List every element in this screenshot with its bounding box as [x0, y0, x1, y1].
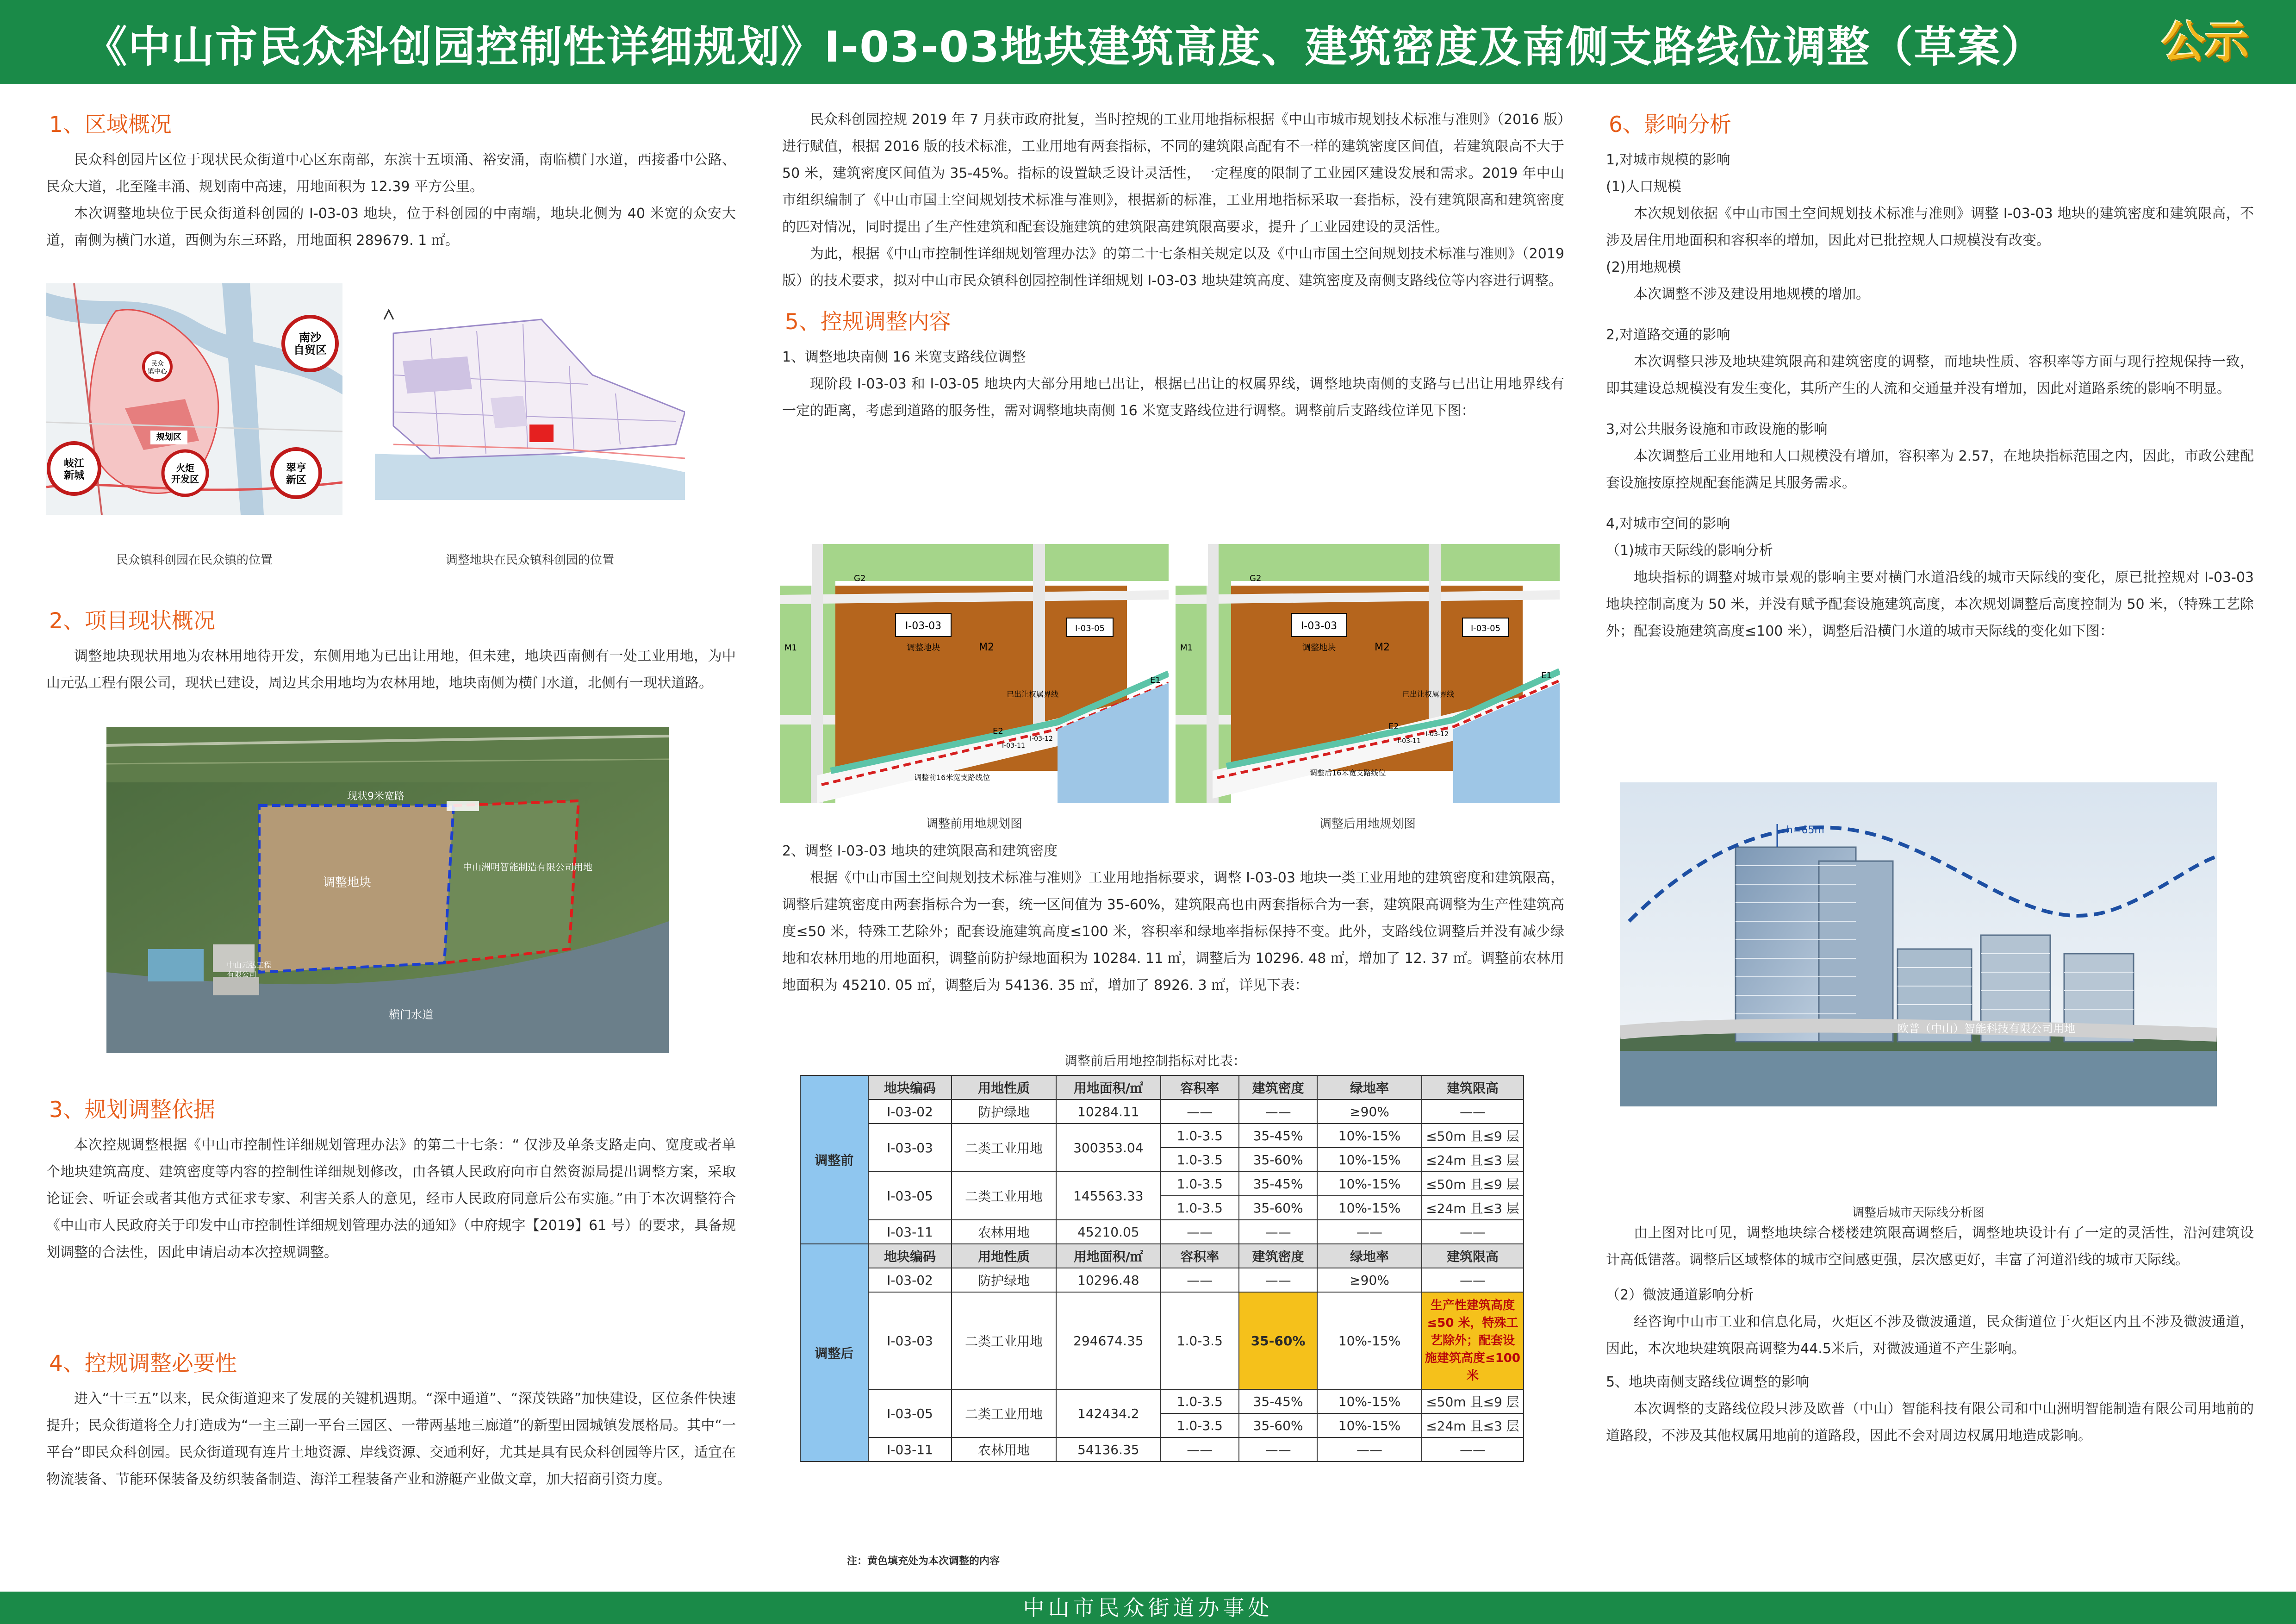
- table-header-far: 容积率: [1161, 1075, 1239, 1099]
- cell: 农林用地: [952, 1220, 1056, 1244]
- photo-label-company: 中山元弘工程: [227, 961, 272, 969]
- map1-label-torch: 火炬: [176, 462, 194, 474]
- cell: ≤50m 且≤9 层: [1422, 1172, 1524, 1196]
- map1-label-planning: 规划区: [156, 432, 181, 442]
- section-4-title: 4、控规调整必要性: [49, 1351, 237, 1376]
- impact-4b-para: 由上图对比可见，调整地块综合楼楼建筑限高调整后，调整地块设计有了一定的灵活性，沿河建筑设计高低错落。调整后区域整体的城市空间感更强，层次感更好，丰富了河道沿线的城市天际线。: [1606, 1225, 2254, 1268]
- section-5-title: 5、控规调整内容: [785, 309, 951, 335]
- table-title: 调整前后用地控制指标对比表：: [1064, 1053, 1246, 1068]
- section-5-item-2-block: [782, 838, 1564, 999]
- table-row: [800, 1268, 1524, 1292]
- aerial-photo: [106, 727, 669, 1053]
- cell: ——: [1161, 1099, 1239, 1124]
- column-middle: [782, 106, 1564, 425]
- after-label-road: 调整后16米宽支路线位: [1310, 768, 1386, 777]
- before-label-e1: E1: [1150, 675, 1161, 685]
- impact-5: 5、地块南侧支路线位调整的影响: [1606, 1374, 1810, 1390]
- cell: I-03-02: [868, 1099, 952, 1124]
- cell: ≤24m 且≤3 层: [1422, 1148, 1524, 1172]
- table-row: [800, 1099, 1524, 1124]
- map1-label-nansha-2: 自贸区: [293, 344, 327, 356]
- after-label-s11: I-03-11: [1398, 737, 1421, 745]
- before-label-g2: G2: [854, 574, 866, 583]
- table-header-green-2: 绿地率: [1317, 1244, 1422, 1268]
- section-2-para: 调整地块现状用地为农林用地待开发，东侧用地为已出让用地，但未建，地块西南侧有一处工业用地，为中山元弘工程有限公司，现状已建设，周边其余用地均为农林用地，地块南侧为横门水道，北侧有一现状道路。: [46, 648, 736, 691]
- cell: ——: [1422, 1268, 1524, 1292]
- map2-caption: 调整地块在民众镇科创园的位置: [445, 553, 614, 567]
- group-before: 调整前: [800, 1075, 868, 1244]
- impact-1a: (1)人口规模: [1606, 179, 1681, 195]
- cell: ——: [1239, 1437, 1317, 1462]
- map1-caption: 民众镇科创园在民众镇的位置: [116, 553, 273, 567]
- photo-label-company-2: 有限公司: [227, 970, 257, 979]
- table-header-height: 建筑限高: [1422, 1075, 1524, 1099]
- section-2: [46, 593, 736, 697]
- cell: 10284.11: [1056, 1099, 1161, 1124]
- cell: 10296.48: [1056, 1268, 1161, 1292]
- comparison-table: [800, 1075, 1524, 1462]
- after-label-e2: E2: [1388, 722, 1399, 731]
- cell: ——: [1422, 1437, 1524, 1462]
- section-1-title: 1、区域概况: [49, 112, 172, 137]
- render-sign: 欧普（中山）智能科技有限公司用地: [1898, 1022, 2075, 1035]
- cell: 二类工业用地: [952, 1172, 1056, 1220]
- map1-label-qijiang-2: 新城: [63, 470, 85, 481]
- after-label-site: I-03-03: [1300, 620, 1338, 632]
- cell: ≥90%: [1317, 1268, 1422, 1292]
- column-left: [46, 97, 736, 254]
- cell: 1.0-3.5: [1161, 1124, 1239, 1148]
- cell: I-03-11: [868, 1220, 952, 1244]
- section-5-para-1: 现阶段 I-03-03 和 I-03-05 地块内大部分用地已出让，根据已出让的权属界线，调整地块南侧的支路与已出让用地界线有一定的距离，考虑到道路的服务性，需对调整地块南侧 16 米宽支路线位进行调整。调整前后支路线位详见下图：: [782, 376, 1564, 419]
- location-map-2: [375, 306, 685, 500]
- section-1-para-1: 民众科创园片区位于现状民众街道中心区东南部，东滨十五顷涌、裕安涌，南临横门水道，西接番中公路、民众大道，北至隆丰涌、规划南中高速，用地面积为 12.39 平方公里。: [46, 152, 736, 195]
- section-3-para: 本次控规调整根据《中山市控制性详细规划管理办法》的第二十七条：“ 仅涉及单条支路走向、宽度或者单个地块建筑高度、建筑密度等内容的控制性详细规划修改，由各镇人民政府向市自然资源局提出调整方案，采取论证会、听证会或者其他方式征求专家、利害关系人的意见，经市人民政府同意后公布实施。”由于本次调整符合《中山市人民政府关于印发中山市控制性详细规划管理办法的通知》（中府规字【2019】61 号）的要求，具备规划调整的合法性，因此申请启动本次控规调整。: [46, 1137, 736, 1261]
- photo-label-river: 横门水道: [389, 1008, 433, 1021]
- table-header-height-2: 建筑限高: [1422, 1244, 1524, 1268]
- cell: 35-45%: [1239, 1389, 1317, 1413]
- section-3: [46, 1082, 736, 1266]
- table-row: [800, 1220, 1524, 1244]
- after-label-east: I-03-05: [1470, 624, 1501, 633]
- cell: 35-45%: [1239, 1172, 1317, 1196]
- cell: 294674.35: [1056, 1292, 1161, 1389]
- group-after: 调整后: [800, 1244, 868, 1462]
- section-4: [46, 1336, 736, 1493]
- table-header-code-2: 地块编码: [868, 1244, 952, 1268]
- render-height-label: h=65m: [1786, 824, 1824, 836]
- photo-label-road: 现状9米宽路: [347, 791, 404, 802]
- cell: 1.0-3.5: [1161, 1292, 1239, 1389]
- cell: 35-60%: [1239, 1148, 1317, 1172]
- cell: 1.0-3.5: [1161, 1413, 1239, 1437]
- cell: 1.0-3.5: [1161, 1148, 1239, 1172]
- map1-label-qijiang: 岐江: [63, 458, 85, 469]
- cell: I-03-05: [868, 1172, 952, 1220]
- table-header-area-2: 用地面积/㎡: [1056, 1244, 1161, 1268]
- cell: I-03-03: [868, 1292, 952, 1389]
- after-label-m2: M2: [1375, 642, 1390, 653]
- footer-org: 中山市民众街道办事处: [0, 1592, 2296, 1624]
- cell: 54136.35: [1056, 1437, 1161, 1462]
- table-header-type-2: 用地性质: [952, 1244, 1056, 1268]
- before-label-site-type: 调整地块: [907, 643, 940, 653]
- before-label-m2: M2: [979, 642, 994, 653]
- cell-highlight: 生产性建筑高度≤50 米，特殊工艺除外；配套设施建筑高度≤100 米: [1422, 1292, 1524, 1389]
- map1-label-nansha: 南沙: [299, 331, 321, 344]
- table-note: 注：黄色填充处为本次调整的内容: [847, 1555, 1000, 1567]
- cell: 45210.05: [1056, 1220, 1161, 1244]
- cell: ——: [1317, 1437, 1422, 1462]
- table-header-type: 用地性质: [952, 1075, 1056, 1099]
- cell: 145563.33: [1056, 1172, 1161, 1220]
- table-header-density: 建筑密度: [1239, 1075, 1317, 1099]
- map1-label-minzhong-2: 镇中心: [148, 368, 167, 375]
- cell: I-03-05: [868, 1389, 952, 1437]
- cell: ——: [1239, 1099, 1317, 1124]
- impact-5-para: 本次调整的支路线位段只涉及欧普（中山）智能科技有限公司和中山洲明智能制造有限公司用地前的道路段，不涉及其他权属用地前的道路段，因此不会对周边权属用地造成影响。: [1606, 1401, 2254, 1444]
- cell-highlight: 35-60%: [1239, 1292, 1317, 1389]
- photo-label-east: 中山洲明智能制造有限公司用地: [463, 862, 592, 873]
- cell: 10%-15%: [1317, 1389, 1422, 1413]
- after-label-s12: I-03-12: [1425, 731, 1449, 738]
- cell: 35-60%: [1239, 1413, 1317, 1437]
- table-row: [800, 1437, 1524, 1462]
- cell: 10%-15%: [1317, 1413, 1422, 1437]
- cell: 35-45%: [1239, 1124, 1317, 1148]
- before-label-m1: M1: [784, 643, 797, 653]
- table-row: [800, 1124, 1524, 1148]
- cell: 1.0-3.5: [1161, 1172, 1239, 1196]
- table-row: [800, 1172, 1524, 1196]
- impact-3-para: 本次调整后工业用地和人口规模没有增加，容积率为 2.57，在地块指标范围之内，因此，市政公建配套设施按原控规配套能满足其服务需求。: [1606, 448, 2254, 491]
- cell: ——: [1239, 1220, 1317, 1244]
- cell: I-03-11: [868, 1437, 952, 1462]
- after-label-e1: E1: [1541, 671, 1552, 681]
- after-label-m1: M1: [1180, 643, 1193, 653]
- before-label-sold: 已出让权属界线: [1007, 690, 1059, 699]
- location-map-1: [46, 283, 342, 515]
- before-label-site: I-03-03: [905, 620, 942, 632]
- map1-label-cuiheng: 翠亨: [286, 462, 307, 474]
- land-use-map-before-caption: 调整前用地规划图: [926, 817, 1022, 831]
- map1-label-torch-2: 开发区: [171, 474, 199, 485]
- cell: 10%-15%: [1317, 1196, 1422, 1220]
- cell: 1.0-3.5: [1161, 1196, 1239, 1220]
- impact-3: 3,对公共服务设施和市政设施的影响: [1606, 421, 1828, 437]
- cell: 1.0-3.5: [1161, 1389, 1239, 1413]
- impact-1b: (2)用地规模: [1606, 259, 1681, 275]
- cell: ——: [1161, 1220, 1239, 1244]
- cell: 二类工业用地: [952, 1292, 1056, 1389]
- after-label-site-type: 调整地块: [1302, 643, 1336, 653]
- impact-1b-para: 本次调整不涉及建设用地规模的增加。: [1634, 286, 1870, 302]
- impact-4: 4,对城市空间的影响: [1606, 516, 1730, 532]
- before-label-s11: I-03-11: [1002, 742, 1025, 750]
- land-use-map-after-caption: 调整后用地规划图: [1319, 817, 1416, 831]
- section-3-title: 3、规划调整依据: [49, 1097, 215, 1123]
- cell: ≤24m 且≤3 层: [1422, 1413, 1524, 1437]
- photo-label-site: 调整地块: [323, 876, 372, 890]
- cell: ——: [1161, 1268, 1239, 1292]
- map1-label-minzhong: 民众: [151, 360, 164, 368]
- table-header-density-2: 建筑密度: [1239, 1244, 1317, 1268]
- land-use-map-before: [780, 544, 1169, 803]
- section-5-para-2: 根据《中山市国土空间规划技术标准与准则》工业用地指标要求，调整 I-03-03 地块一类工业用地的建筑密度和建筑限高，调整后建筑密度由两套指标合为一套，统一区间值为 35-60%，建筑限高也由两套指标合为一套，建筑限高调整为生产性建筑高度≤50 米，特殊工艺除外；配套设施建筑高度≤100 米，容积率和绿地率指标保持不变。此外，支路线位调整后并没有减少绿地和农林用地的用地面积，调整前防护绿地面积为 10284. 11 ㎡，调整后为 10296. 48 ㎡，增加了 12. 37 ㎡。调整前农林用地面积为 45210. 05 ㎡，调整后为 54136. 35 ㎡，增加了 8926. 3 ㎡，详见下表：: [782, 870, 1564, 993]
- cell: 142434.2: [1056, 1389, 1161, 1437]
- after-label-g2: G2: [1250, 574, 1262, 583]
- column-right: [1606, 97, 2254, 645]
- map1-label-cuiheng-2: 新区: [286, 475, 307, 486]
- table-header-green: 绿地率: [1317, 1075, 1422, 1099]
- cell: 10%-15%: [1317, 1148, 1422, 1172]
- section-4-para: 进入“十三五”以来，民众街道迎来了发展的关键机遇期。“深中通道”、“深茂铁路”加快建设，区位条件快速提升；民众街道将全力打造成为“一主三副一平台三园区、一带两基地三廊道”的新型田园城镇发展格局。其中“一平台”即民众科创园。民众街道现有连片土地资源、岸线资源、交通利好，尤其是具有民众科创园等片区，适宜在物流装备、节能环保装备及纺织装备制造、海洋工程装备产业和游艇产业做文章，加大招商引资力度。: [46, 1391, 736, 1487]
- cell: 二类工业用地: [952, 1389, 1056, 1437]
- page-title: 《中山市民众科创园控制性详细规划》I-03-03地块建筑高度、建筑密度及南侧支路线位调整（草案）: [84, 22, 2045, 72]
- section-6-title: 6、影响分析: [1609, 112, 1731, 137]
- cell: 10%-15%: [1317, 1292, 1422, 1389]
- section-5-item-1: 1、调整地块南侧 16 米宽支路线位调整: [782, 349, 1026, 365]
- cell: 防护绿地: [952, 1268, 1056, 1292]
- skyline-caption: 调整后城市天际线分析图: [1852, 1206, 1985, 1220]
- table-header-area: 用地面积/㎡: [1056, 1075, 1161, 1099]
- cell: ≤50m 且≤9 层: [1422, 1124, 1524, 1148]
- col2-para-1: 民众科创园控规 2019 年 7 月获市政府批复，当时控规的工业用地指标根据《中山市城市规划技术标准与准则》（2016 版）进行赋值，根据 2016 版的技术标准，工业用地有两套指标，不同的建筑限高配有不一样的建筑密度区间值，若建筑限高不大于 50 米，建筑密度区间值为 35-45%。指标的设置缺乏设计灵活性，一定程度的限制了工业园区建设发展和需求。2019 年中山市组织编制了《中山市国土空间规划技术标准与准则》，根据新的标准，工业用地指标采取一套指标，没有建筑限高和建筑密度的匹对情况，同时提出了生产性建筑和配套设施建筑的建筑限高建筑限高要求，提升了工业园建设的灵活性。: [782, 112, 1564, 235]
- impact-4a: （1)城市天际线的影响分析: [1606, 543, 1773, 559]
- impact-4c-para: 经咨询中山市工业和信息化局，火炬区不涉及微波通道，民众街道位于火炬区内且不涉及微波通道，因此，本次地块建筑限高调整为44.5米后，对微波通道不产生影响。: [1606, 1314, 2254, 1357]
- cell: ——: [1161, 1437, 1239, 1462]
- cell: ——: [1422, 1099, 1524, 1124]
- cell: 二类工业用地: [952, 1124, 1056, 1172]
- before-label-s12: I-03-12: [1030, 735, 1053, 743]
- before-label-e2: E2: [993, 726, 1003, 736]
- after-label-sold: 已出让权属界线: [1402, 690, 1455, 699]
- table-row: [800, 1292, 1524, 1389]
- table-header-code: 地块编码: [868, 1075, 952, 1099]
- impact-4b: （2）微波通道影响分析: [1606, 1287, 1754, 1303]
- header-bar: [0, 0, 2296, 84]
- skyline-render: [1620, 782, 2217, 1106]
- impact-1a-para: 本次规划依据《中山市国土空间规划技术标准与准则》调整 I-03-03 地块的建筑密度和建筑限高，不涉及居住用地面积和容积率的增加，因此对已批控规人口规模没有改变。: [1606, 206, 2254, 249]
- col2-para-2: 为此，根据《中山市控制性详细规划管理办法》的第二十七条相关规定以及《中山市国土空间规划技术标准与准则》（2019 版）的技术要求，拟对中山市民众镇科创园控制性详细规划 I-03-03 地块建筑高度、建筑密度及南侧支路线位等内容进行调整。: [782, 246, 1564, 289]
- cell: ——: [1422, 1220, 1524, 1244]
- table-row: [800, 1389, 1524, 1413]
- public-notice-stamp: 公示: [2161, 17, 2249, 68]
- cell: 10%-15%: [1317, 1172, 1422, 1196]
- section-1-para-2: 本次调整地块位于民众街道科创园的 I-03-03 地块，位于科创园的中南端，地块北侧为 40 米宽的众安大道，南侧为横门水道，西侧为东三环路，用地面积 289679. 1 ㎡。: [46, 206, 736, 249]
- cell: I-03-02: [868, 1268, 952, 1292]
- section-2-title: 2、项目现状概况: [49, 608, 215, 634]
- cell: ≥90%: [1317, 1099, 1422, 1124]
- cell: 300353.04: [1056, 1124, 1161, 1172]
- table-header-far-2: 容积率: [1161, 1244, 1239, 1268]
- impact-4a-para: 地块指标的调整对城市景观的影响主要对横门水道沿线的城市天际线的变化，原已批控规对 I-03-03 地块控制高度为 50 米，并没有赋予配套设施建筑高度，本次规划调整后高度控制为 50 米，（特殊工艺除外；配套设施建筑高度≤100 米），调整后沿横门水道的城市天际线的变化如下图：: [1606, 569, 2254, 639]
- land-use-map-after: [1176, 544, 1560, 803]
- cell: ——: [1239, 1268, 1317, 1292]
- before-label-road: 调整前16米宽支路线位: [914, 773, 990, 782]
- cell: 农林用地: [952, 1437, 1056, 1462]
- cell: ≤24m 且≤3 层: [1422, 1196, 1524, 1220]
- cell: 10%-15%: [1317, 1124, 1422, 1148]
- cell: ——: [1317, 1220, 1422, 1244]
- column-right-lower: [1606, 1220, 2254, 1449]
- cell: I-03-03: [868, 1124, 952, 1172]
- cell: 35-60%: [1239, 1196, 1317, 1220]
- cell: ≤50m 且≤9 层: [1422, 1389, 1524, 1413]
- cell: 防护绿地: [952, 1099, 1056, 1124]
- impact-2-para: 本次调整只涉及地块建筑限高和建筑密度的调整，而地块性质、容积率等方面与现行控规保持一致，即其建设总规模没有发生变化，其所产生的人流和交通量并没有增加，因此对道路系统的影响不明显。: [1606, 354, 2254, 397]
- before-label-east: I-03-05: [1075, 624, 1105, 633]
- impact-1: 1,对城市规模的影响: [1606, 152, 1730, 168]
- section-5-item-2: 2、调整 I-03-03 地块的建筑限高和建筑密度: [782, 843, 1058, 859]
- impact-2: 2,对道路交通的影响: [1606, 327, 1730, 343]
